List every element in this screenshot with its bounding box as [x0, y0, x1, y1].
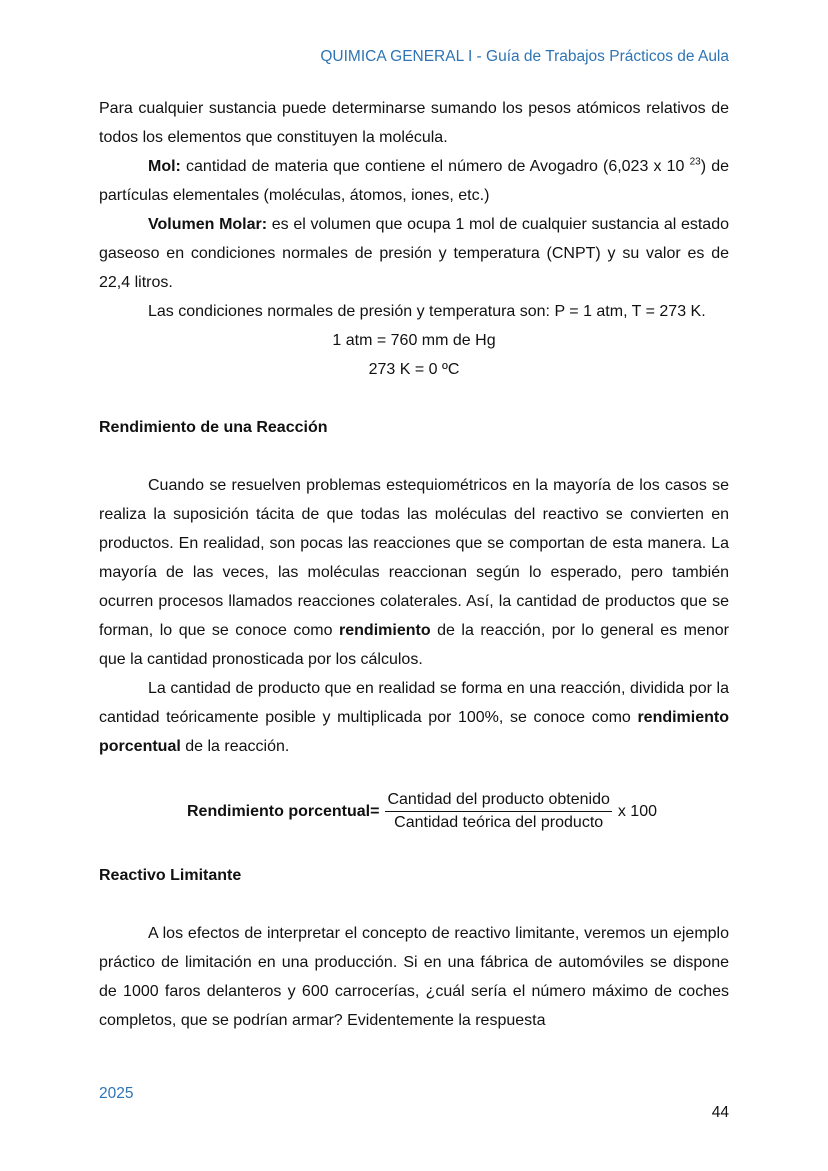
formula-rendimiento — [115, 789, 729, 834]
formula-label: Rendimiento porcentual= — [187, 803, 380, 820]
avogadro-exponent: 23 — [689, 156, 701, 168]
paragraph-mol — [99, 152, 729, 210]
rendimiento2-text-b: de la reacción. — [180, 738, 290, 755]
equation-kelvin: 273 K = 0 ºC — [368, 361, 460, 378]
paragraph-rendimiento-2 — [99, 674, 729, 761]
formula-denominator: Cantidad teórica del producto — [394, 814, 604, 831]
paragraph-reactivo-limitante: A los efectos de interpretar el concepto de reactivo limitante, veremos un ejemplo práctico de limitación en una producción. Si en una fábrica de automóviles se dispone de 1000 faros delanteros y 600 carrocerías, ¿cuál sería el número máximo de coches completos, que se podrían armar? Evidentemente la respuesta — [99, 925, 729, 1029]
term-rendimiento-porcentual: rendimiento porcentual — [99, 709, 729, 755]
page-content — [99, 94, 729, 1035]
mol-text-b: ) de partículas elementales (moléculas, átomos, iones, etc.) — [99, 158, 729, 204]
footer-year: 2025 — [99, 1085, 134, 1102]
heading-rendimiento: Rendimiento de una Reacción — [99, 419, 328, 436]
formula-fraction — [385, 789, 611, 834]
rendimiento-text-b: de la reacción, por lo general es menor que la cantidad pronosticada por los cálculos. — [99, 622, 729, 668]
rendimiento2-text-a: La cantidad de producto que en realidad se forma en una reacción, dividida por la cantidad teóricamente posible y multiplicada por 100%, se conoce como — [99, 680, 729, 726]
formula-numerator: Cantidad del producto obtenido — [387, 791, 610, 808]
paragraph-cnpt: Las condiciones normales de presión y temperatura son: P = 1 atm, T = 273 K. — [148, 303, 706, 320]
formula-factor: x 100 — [617, 803, 657, 820]
paragraph-rendimiento-1 — [99, 471, 729, 674]
heading-reactivo-limitante: Reactivo Limitante — [99, 867, 242, 884]
paragraph-volumen-molar — [99, 210, 729, 297]
mol-text-a: cantidad de materia que contiene el número de Avogadro (6,023 x 10 — [180, 158, 690, 175]
page-number: 44 — [711, 1104, 729, 1121]
term-volumen-molar: Volumen Molar: — [148, 216, 268, 233]
volumen-molar-text: es el volumen que ocupa 1 mol de cualquier sustancia al estado gaseoso en condiciones normales de presión y temperatura (CNPT) y su valor es de 22,4 litros. — [99, 216, 730, 291]
term-rendimiento: rendimiento — [339, 622, 431, 639]
paragraph-molecular-weight: Para cualquier sustancia puede determinarse sumando los pesos atómicos relativos de todos los elementos que constituyen la molécula. — [99, 100, 729, 146]
term-mol: Mol: — [148, 158, 181, 175]
rendimiento-text-a: Cuando se resuelven problemas estequiométricos en la mayoría de los casos se realiza la suposición tácita de que todas las moléculas del reactivo se convierten en productos. En realidad, son pocas las reacciones que se comportan de esta manera. La mayoría de las veces, las moléculas reaccionan según lo esperado, pero también ocurren procesos llamados reacciones colaterales. Así, la cantidad de productos que se forman, lo que se conoce como — [99, 477, 729, 639]
equation-atm: 1 atm = 760 mm de Hg — [332, 332, 496, 349]
page-header: QUIMICA GENERAL I - Guía de Trabajos Prácticos de Aula — [320, 48, 729, 65]
